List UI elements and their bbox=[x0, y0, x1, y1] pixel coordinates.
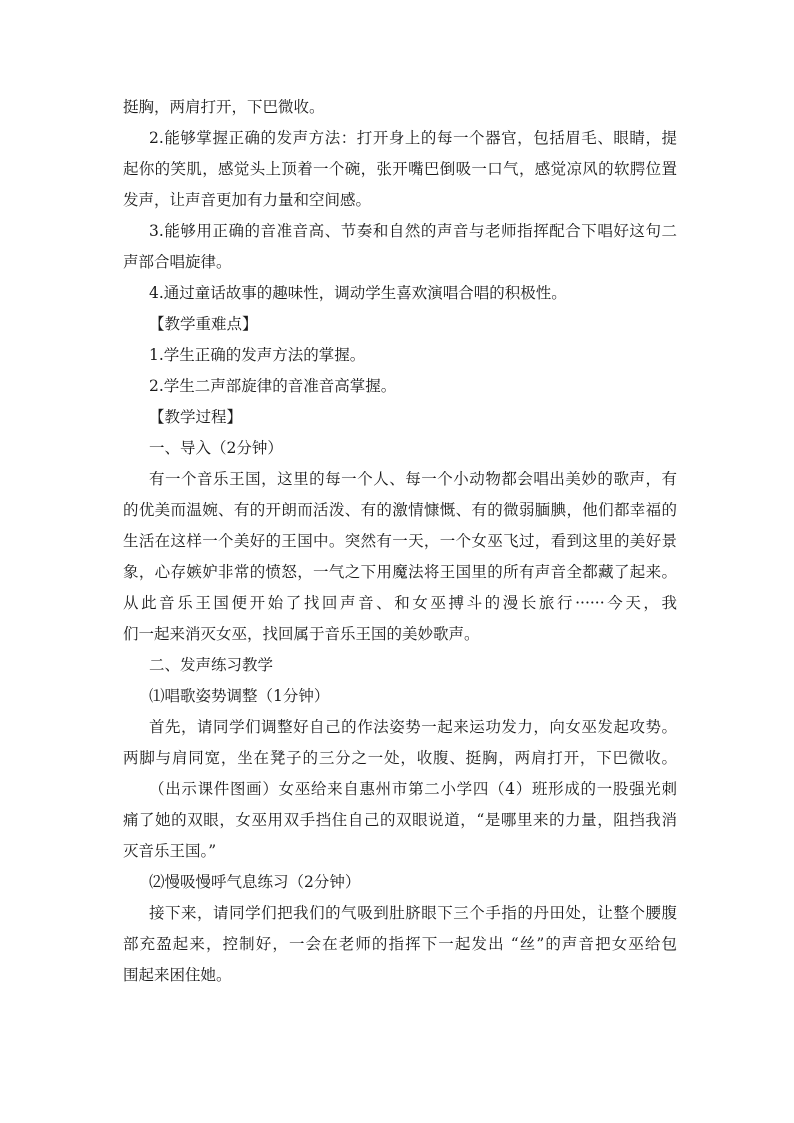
objective-2-line: 发声，让声音更加有力量和空间感。 bbox=[123, 191, 372, 209]
key-point-2: 2.学生二声部旋律的音准音高掌握。 bbox=[149, 377, 397, 395]
objective-2-line: 2.能够掌握正确的发声方法：打开身上的每一个器官，包括眉毛、眼睛，提 bbox=[149, 129, 677, 147]
intro-paragraph-line: 有一个音乐王国，这里的每一个人、每一个小动物都会唱出美妙的歌声，有 bbox=[149, 470, 677, 488]
intro-paragraph-line: 从此音乐王国便开始了找回声音、和女巫搏斗的漫长旅行······今天，我 bbox=[123, 594, 677, 612]
courseware-paragraph-line: （出示课件图画）女巫给来自惠州市第二小学四（4）班形成的一股强光刺 bbox=[149, 780, 677, 798]
text-line-continuation: 挺胸，两肩打开，下巴微收。 bbox=[123, 98, 325, 116]
posture-paragraph-line: 首先，请同学们调整好自己的作法姿势一起来运功发力，向女巫发起攻势。 bbox=[149, 718, 677, 736]
breathing-paragraph-line: 接下来，请同学们把我们的气吸到肚脐眼下三个手指的丹田处，让整个腰腹 bbox=[149, 904, 677, 922]
breathing-paragraph-line: 围起来困住她。 bbox=[123, 966, 232, 984]
courseware-paragraph-line: 灭音乐王国。” bbox=[123, 842, 217, 860]
key-point-1: 1.学生正确的发声方法的掌握。 bbox=[149, 346, 366, 364]
section-heading-key-points: 【教学重难点】 bbox=[149, 315, 258, 333]
intro-paragraph-line: 生活在这样一个美好的王国中。突然有一天，一个女巫飞过，看到这里的美好景 bbox=[123, 532, 677, 550]
subheading-vocal-practice: 二、发声练习教学 bbox=[149, 656, 274, 674]
intro-paragraph-line: 象，心存嫉妒非常的愤怒，一气之下用魔法将王国里的所有声音全都藏了起来。 bbox=[123, 563, 677, 581]
step-heading-posture: ⑴唱歌姿势调整（1分钟） bbox=[149, 687, 330, 705]
intro-paragraph-line: 的优美而温婉、有的开朗而活泼、有的激情慷慨、有的微弱腼腆，他们都幸福的 bbox=[123, 501, 677, 519]
courseware-paragraph-line: 痛了她的双眼，女巫用双手挡住自己的双眼说道，“是哪里来的力量，阻挡我消 bbox=[123, 811, 677, 829]
section-heading-process: 【教学过程】 bbox=[149, 408, 243, 426]
intro-paragraph-line: 们一起来消灭女巫，找回属于音乐王国的美妙歌声。 bbox=[123, 625, 480, 643]
objective-3-line: 3.能够用正确的音准音高、节奏和自然的声音与老师指挥配合下唱好这句二 bbox=[149, 222, 677, 240]
objective-2-line: 起你的笑肌，感觉头上顶着一个碗，张开嘴巴倒吸一口气，感觉凉风的软腭位置 bbox=[123, 160, 677, 178]
document-body bbox=[123, 92, 677, 991]
subheading-introduction: 一、导入（2分钟） bbox=[149, 439, 283, 457]
posture-paragraph-line: 两脚与肩同宽，坐在凳子的三分之一处，收腹、挺胸，两肩打开，下巴微收。 bbox=[123, 749, 677, 767]
breathing-paragraph-line: 部充盈起来，控制好，一会在老师的指挥下一起发出 “丝”的声音把女巫给包 bbox=[123, 935, 677, 953]
step-heading-breathing: ⑵慢吸慢呼气息练习（2分钟） bbox=[149, 873, 361, 891]
objective-4-line: 4.通过童话故事的趣味性，调动学生喜欢演唱合唱的积极性。 bbox=[149, 284, 567, 302]
objective-3-line: 声部合唱旋律。 bbox=[123, 253, 232, 271]
